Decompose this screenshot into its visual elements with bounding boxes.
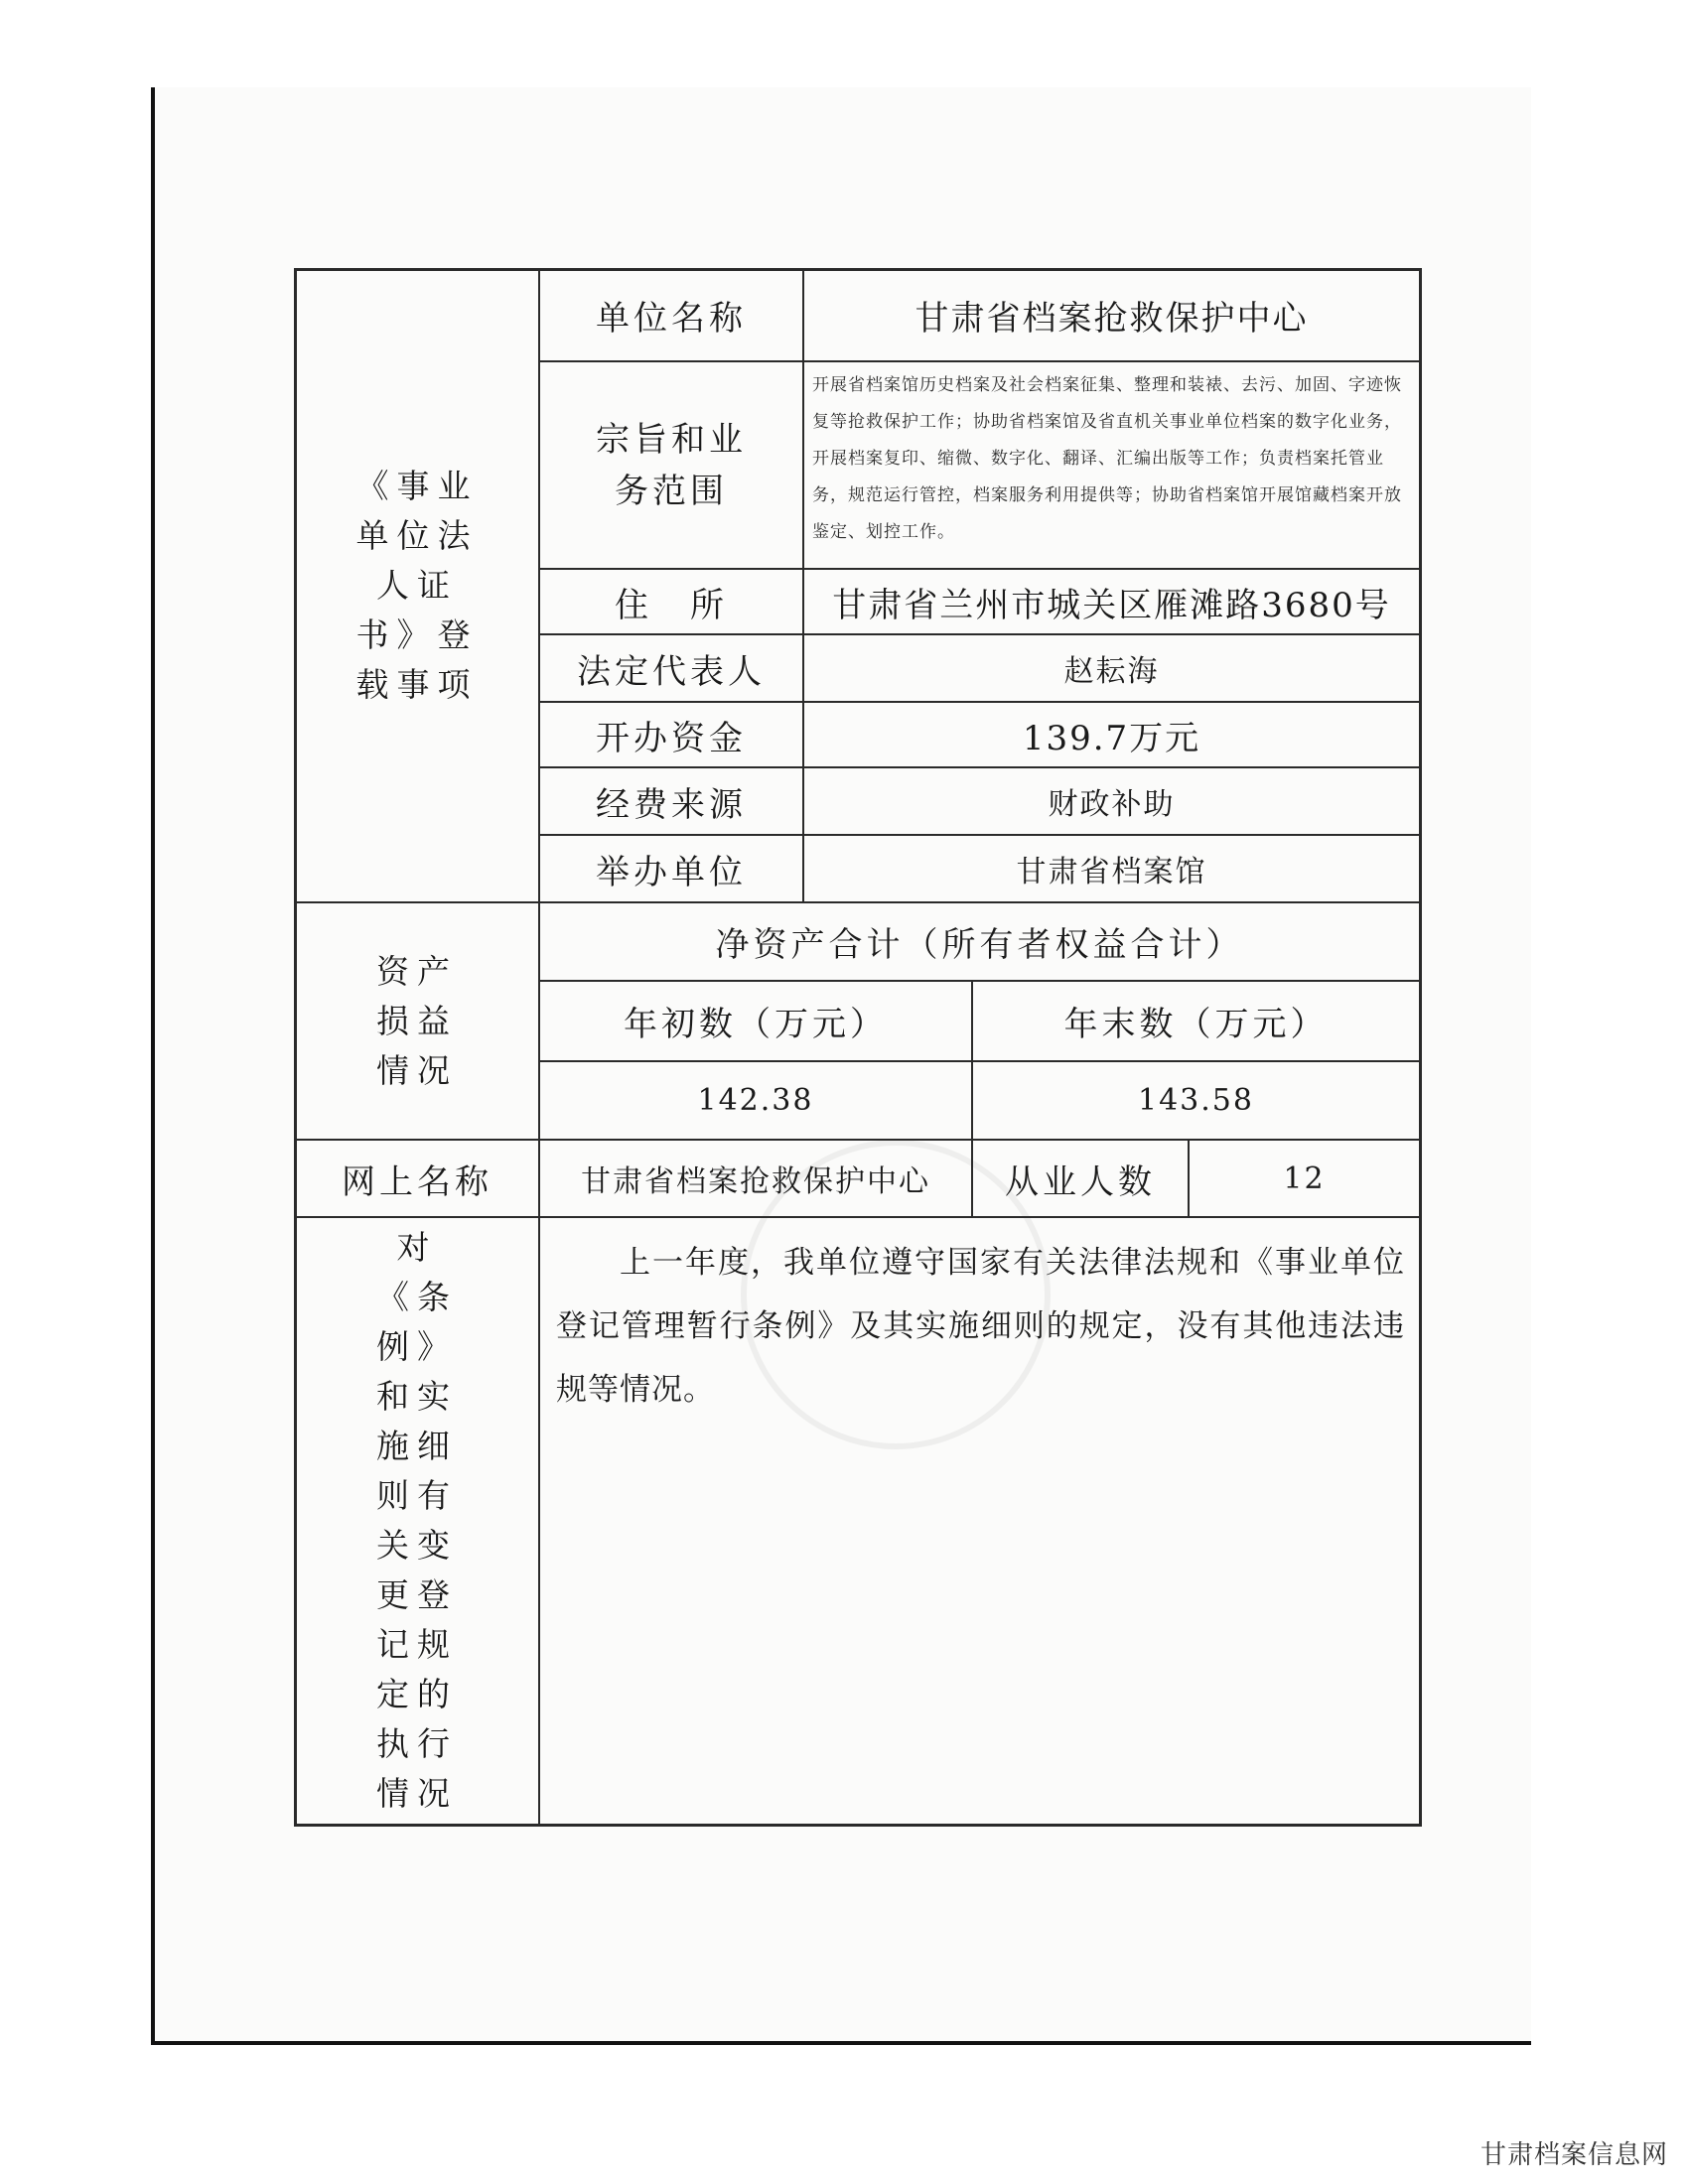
funding-value: 财政补助: [1048, 787, 1176, 822]
end-year-value: 143.58: [1138, 1083, 1254, 1118]
site-watermark: 甘肃档案信息网: [1479, 2140, 1668, 2170]
begin-year-value: 142.38: [697, 1083, 814, 1118]
begin-year-header: 年初数（万元）: [624, 1005, 888, 1044]
online-name-label: 网上名称: [342, 1161, 492, 1202]
capital-label: 开办资金: [596, 718, 747, 758]
sponsor-value: 甘肃省档案馆: [1016, 855, 1207, 889]
registration-section-label: 《事业单位法人证书》登载事项: [355, 467, 479, 704]
address-label: 住 所: [615, 585, 728, 625]
compliance-section-label: 对《条例》和实施细则有关变更登记规定的执行情况: [376, 1228, 458, 1813]
scope-text: 开展省档案馆历史档案及社会档案征集、整理和装裱、去污、加固、字迹恢复等抢救保护工作；协助省档案馆及省直机关事业单位档案的数字化业务，开展档案复印、缩微、数字化、翻译、汇编出版等工作；负责档案托管业务，规范运行管控，档案服务利用提供等；协助省档案馆开展馆藏档案开放鉴定、划控工作。: [812, 375, 1402, 542]
capital-value: 139.7万元: [1022, 718, 1201, 758]
net-assets-header: 净资产合计（所有者权益合计）: [715, 925, 1244, 965]
unit-name-label: 单位名称: [596, 299, 747, 339]
funding-label: 经费来源: [596, 784, 747, 825]
compliance-text: 上一年度，我单位遵守国家有关法律法规和《事业单位登记管理暂行条例》及其实施细则的规定，没有其他违法违规等情况。: [556, 1245, 1405, 1408]
unit-name-value: 甘肃省档案抢救保护中心: [914, 299, 1309, 339]
sponsor-label: 举办单位: [596, 852, 747, 892]
legal-rep-value: 赵耘海: [1063, 654, 1160, 689]
online-name-value: 甘肃省档案抢救保护中心: [581, 1164, 930, 1199]
scope-label: 宗旨和业务范围: [596, 419, 747, 511]
staff-count-value: 12: [1283, 1160, 1326, 1196]
end-year-header: 年末数（万元）: [1063, 1005, 1329, 1044]
legal-rep-label: 法定代表人: [577, 651, 766, 692]
address-value: 甘肃省兰州市城关区雁滩路3680号: [832, 585, 1391, 625]
staff-count-label: 从业人数: [1005, 1161, 1156, 1202]
assets-section-label: 资产损益情况: [376, 951, 458, 1090]
